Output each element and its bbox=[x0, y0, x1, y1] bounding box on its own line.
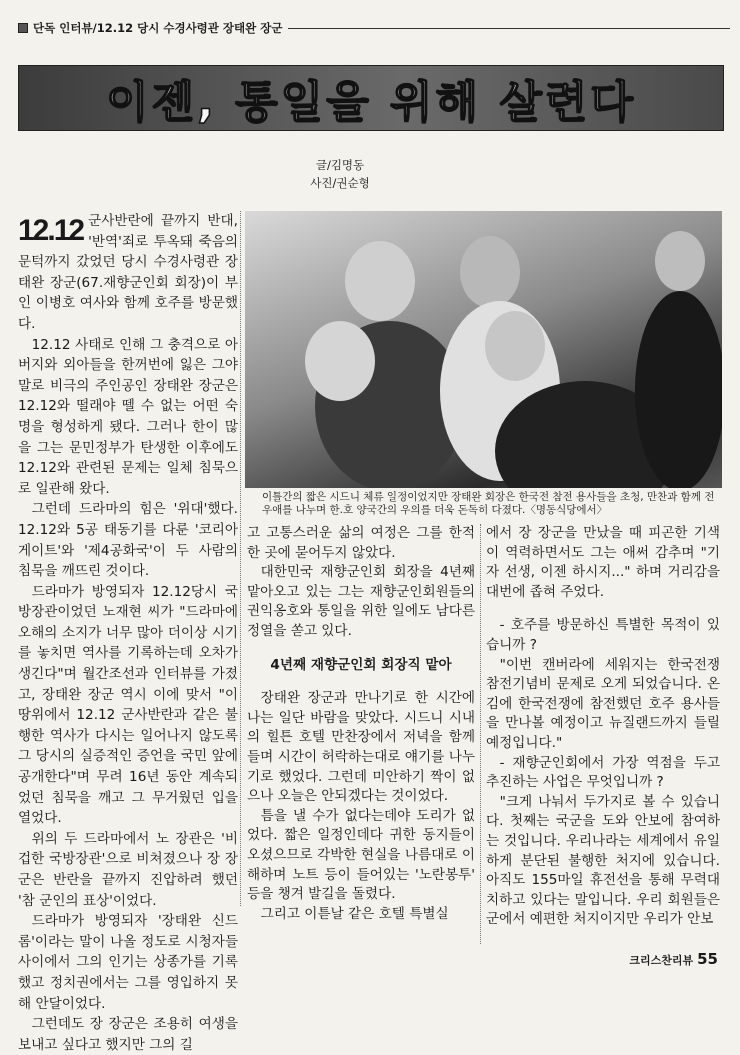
paragraph: 그리고 이튿날 같은 호텔 특별실 bbox=[260, 905, 449, 922]
answer: "크게 나눠서 두가지로 볼 수 있습니다. 첫째는 국군을 도와 안보에 참여하는 것입니다. 우리나라는 세계에서 유일하게 분단된 불행한 처지에 있습니다. 아직도 155마일 휴전선을 통해 무력대치하고 있다는 말입니다. 우리 회원들은 군에서 예편한 처지이지만 우리가 안보 bbox=[486, 793, 720, 928]
square-bullet-icon bbox=[18, 23, 28, 33]
byline-writer: 글/김명동 bbox=[315, 158, 365, 172]
drop-cap: 12.12 bbox=[18, 214, 84, 247]
paragraph: 틈을 낼 수가 없다는데야 도리가 없었다. 짧은 일정인데다 귀한 동지들이 오셨으므로 각박한 현실을 나름대로 이해하며 노트 등이 들어있는 '노란봉투' 등을 챙겨 발길을 돌렸다. bbox=[247, 807, 475, 903]
paragraph bbox=[18, 211, 238, 335]
article-column-3 bbox=[486, 524, 720, 930]
paragraph: 고 고통스러운 삶의 여정은 그를 한적한 곳에 묻어두지 않았다. bbox=[247, 525, 475, 561]
paragraph: 드라마가 방영되자 12.12당시 국방장관이었던 노재현 씨가 "드라마에 오해의 소지가 너무 많아 더이상 시기를 놓치면 역사를 기록하는데 오차가 생긴다"며 월간조선과 인터뷰를 가졌고, 장태완 장군 역시 이에 맞서 "이 땅위에서 12.12 군사반란과 같은 불행한 역사가 다시는 일어나지 않도록 그 당시의 실증적인 증언을 국민 앞에 공개한다"며 무려 16년 동안 계속되었던 침묵을 깨고 그 무거웠던 입을 열었다. bbox=[18, 583, 238, 827]
title-banner bbox=[18, 65, 724, 131]
column-divider bbox=[240, 211, 241, 906]
kicker-text: 단독 인터뷰/12.12 당시 수경사령관 장태완 장군 bbox=[33, 21, 283, 35]
article-photo bbox=[245, 211, 722, 488]
column-divider bbox=[480, 524, 481, 944]
article-column-1 bbox=[18, 211, 238, 1055]
photo-caption: 이틀간의 짧은 시드니 체류 일정이었지만 장태완 회장은 한국전 참전 용사들을 초청, 만찬과 함께 전우애를 나누며 한.호 양국간의 우의를 더욱 돈독히 다졌다.〈명동식당에서〉 bbox=[262, 491, 715, 516]
paragraph: 그런데도 장 장군은 조용히 여생을 보내고 싶다고 했지만 그의 길 bbox=[18, 1016, 238, 1053]
paragraph: 그런데 드라마의 힘은 '위대'했다. 12.12와 5공 태동기를 다룬 '코리아게이트'와 '제4공화국'이 두 사람의 침묵을 깨뜨린 것이다. bbox=[18, 501, 238, 580]
article-column-2 bbox=[247, 524, 475, 924]
section-kicker bbox=[18, 20, 730, 36]
paragraph-text: 군사반란에 끝까지 반대, '반역'죄로 투옥돼 죽음의 문턱까지 갔었던 당시 수경사령관 장태완 장군(67.재향군인회 회장)이 부인 이병호 여사와 함께 호주를 방문했다. bbox=[18, 213, 238, 332]
question: - 호주를 방문하신 특별한 목적이 있습니까 ? bbox=[486, 617, 720, 653]
kicker-rule bbox=[288, 28, 730, 29]
paragraph: 대한민국 재향군인회 회장을 4년째 맡아오고 있는 그는 재향군인회원들의 권익옹호와 통일을 위한 일에도 남다른 정열을 쏟고 있다. bbox=[247, 564, 475, 639]
paragraph: 드라마가 방영되자 '장태완 신드롬'이라는 말이 나올 정도로 시청자들 사이에서 그의 인기는 상종가를 기록했고 정치권에서는 그를 영입하지 못해 안달이었다. bbox=[18, 913, 238, 1012]
article-title: 이젠, 통일을 위해 살련다 bbox=[106, 77, 636, 128]
question: - 재향군인회에서 가장 역점을 두고 추진하는 사업은 무엇입니까 ? bbox=[486, 754, 720, 791]
byline bbox=[300, 156, 380, 192]
answer: "이번 캔버라에 세워지는 한국전쟁 참전기념비 문제로 오게 되었습니다. 온김에 한국전쟁에 참전했던 호주 용사들을 만나볼 예정이고 뉴질랜드까지 들릴 예정입니다." bbox=[486, 656, 720, 751]
subheading: 4년째 재향군인회 회장직 맡아 bbox=[270, 656, 452, 673]
page-footer bbox=[629, 950, 718, 968]
paragraph: 12.12 사태로 인해 그 충격으로 아버지와 외아들을 한꺼번에 잃은 그야말로 비극의 주인공인 장태완 장군은 12.12와 떨래야 뗄 수 없는 어떤 숙명을 형성하게 됐다. 그러나 한이 많을 그는 문민정부가 탄생한 이후에도 12.12와 관련된 문제는 일체 침묵으로 일관해 왔다. bbox=[18, 336, 238, 497]
paragraph: 에서 장 장군을 만났을 때 피곤한 기색이 역력하면서도 그는 애써 감추며 "기자 선생, 이젠 하시지..." 하며 거리감을 대번에 좁혀 주었다. bbox=[486, 525, 720, 600]
magazine-name: 크리스찬리뷰 bbox=[629, 954, 694, 967]
paragraph: 장태완 장군과 만나기로 한 시간에 나는 일단 바람을 맞았다. 시드니 시내의 힐튼 호텔 만찬장에서 저녁을 함께 들며 시간이 허락하는대로 얘기를 나누기로 했었다. 그런데 미안하기 짝이 없으나 오늘은 안되겠다는 것이었다. bbox=[247, 690, 475, 805]
byline-photo: 사진/권순형 bbox=[310, 176, 370, 190]
paragraph: 위의 두 드라마에서 노 장관은 '비겁한 국방장관'으로 비쳐졌으나 장 장군은 반란을 끝까지 진압하려 했던 '참 군인의 표상'이었다. bbox=[18, 830, 238, 909]
page-number: 55 bbox=[697, 950, 718, 968]
